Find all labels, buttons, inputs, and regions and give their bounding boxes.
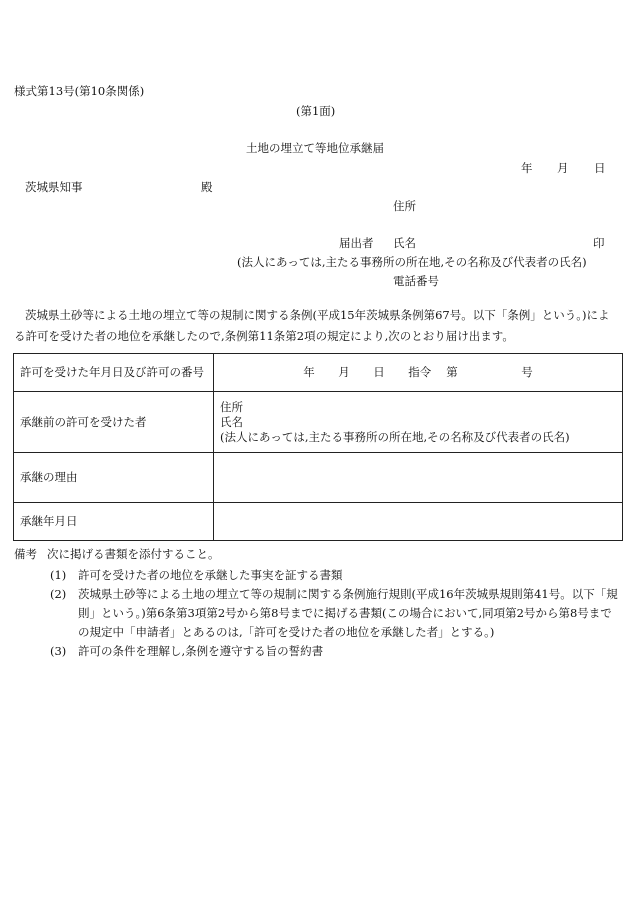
- note-item: [50, 642, 622, 661]
- succession-date-value: [214, 503, 623, 541]
- body-paragraph: 茨城県土砂等による土地の埋立て等の規制に関する条例(平成15年茨城県条例第67号。以下「条例」という。)による許可を受けた者の地位を承継したので,条例第11条第2項の規定により,次のとおり届け出ます。: [14, 308, 610, 343]
- addressee-honorific: 殿: [201, 180, 213, 194]
- succession-date-label: 承継年月日: [14, 503, 214, 541]
- predecessor-name-label: 氏名: [220, 414, 243, 429]
- succession-reason-value: [214, 453, 623, 503]
- table-row: [14, 453, 623, 503]
- predecessor-label: 承継前の許可を受けた者: [14, 392, 214, 453]
- permit-date-number-value: [214, 354, 623, 392]
- note-number: (3): [50, 644, 67, 658]
- date-year: 年: [521, 161, 533, 175]
- succession-reason-label: 承継の理由: [14, 453, 214, 503]
- seal-mark: 印: [593, 236, 605, 250]
- note-item: [50, 585, 622, 642]
- permit-no-suffix: 号: [521, 365, 533, 380]
- permit-directive-label: 指令: [408, 365, 432, 380]
- note-number: (2): [50, 587, 67, 601]
- predecessor-address-label: 住所: [220, 399, 243, 414]
- notifier-phone-label: 電話番号: [393, 274, 439, 288]
- predecessor-value: [214, 392, 623, 453]
- page-side-label: (第1面): [296, 104, 336, 118]
- note-number: (1): [50, 568, 67, 582]
- table-row: [14, 392, 623, 453]
- note-text: 茨城県土砂等による土地の埋立て等の規制に関する条例施行規則(平成16年茨城県規則第41号。以下「規則」という。)第6条第3項第2号から第8号までに掲げる書類(この場合において,同項第2号から第8号までの規定中「申請者」とあるのは,「許可を受けた者の地位を承継した者」とする。): [78, 587, 618, 639]
- form-number: 様式第13号(第10条関係): [14, 84, 145, 98]
- note-item: [50, 566, 622, 585]
- permit-no-prefix: 第: [446, 365, 458, 380]
- permit-date-number-label: 許可を受けた年月日及び許可の番号: [14, 354, 214, 392]
- table-row: [14, 503, 623, 541]
- date-month: 月: [557, 161, 569, 175]
- predecessor-corporate-note: (法人にあっては,主たる事務所の所在地,その名称及び代表者の氏名): [220, 429, 570, 444]
- document-title: 土地の埋立て等地位承継届: [246, 141, 384, 155]
- notifier-name-label: 氏名: [393, 236, 416, 250]
- addressee-name: 茨城県知事: [25, 180, 83, 194]
- note-text: 許可の条件を理解し,条例を遵守する旨の誓約書: [78, 644, 324, 658]
- notifier-label: 届出者: [339, 236, 374, 250]
- succession-table: [13, 353, 623, 541]
- permit-day-label: 日: [373, 365, 385, 380]
- notes-heading: 備考: [14, 547, 37, 561]
- date-day: 日: [594, 161, 606, 175]
- notifier-corporate-note: (法人にあっては,主たる事務所の所在地,その名称及び代表者の氏名): [237, 255, 587, 269]
- table-row: [14, 354, 623, 392]
- notes-intro: 次に掲げる書類を添付すること。: [47, 547, 220, 561]
- note-text: 許可を受けた者の地位を承継した事実を証する書類: [78, 568, 343, 582]
- permit-month-label: 月: [338, 365, 350, 380]
- permit-year-label: 年: [303, 365, 315, 380]
- notifier-address-label: 住所: [393, 199, 416, 213]
